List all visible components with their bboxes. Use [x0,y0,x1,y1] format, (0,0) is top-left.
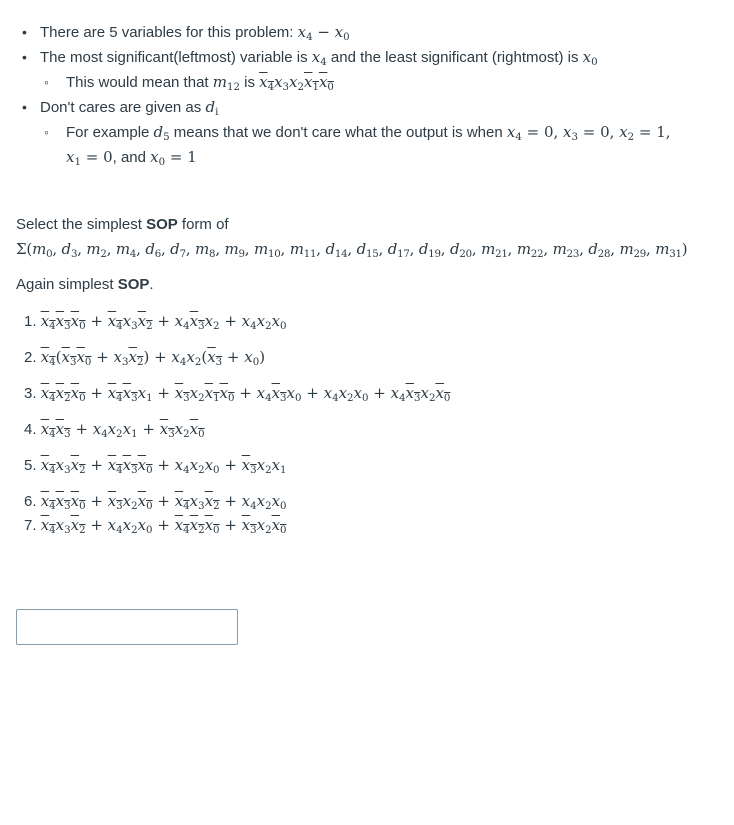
answer-input[interactable] [16,609,238,645]
option-1: 1. $x_4x_3x_0 + x_4x_3x_2 + x_4x_3x_2 + x_4x_2x_0$ [24,312,287,333]
term-d7: $d_7$ [170,240,186,261]
term-d6: $d_6$ [145,240,162,261]
math-range: $x_4 - x_0$ [297,23,350,44]
term-d15: $d_{15}$ [356,240,379,261]
term-d3: $d_3$ [61,240,78,261]
note-text: Don't cares are given as [40,99,206,116]
answer-options [16,309,726,537]
term-m9: $m_9$ [224,240,245,261]
note-dont-cares: • Don't cares are given as $d_i$ ◦ For example $d_5$ means that we don't care what the output is when $x_4 = 0$, $x_3 = 0$, $x_2 = 1$, $x_1 = 0$, and $x_0 = 1$ [20,95,720,170]
option-4: 4. $x_4x_3 + x_4x_2x_1 + x_3x_2x_0$ [24,420,205,441]
term-m2: $m_2$ [86,240,107,261]
option-3: 3. $x_4x_2x_0 + x_4x_3x_1 + x_3x_2x_1x_0 + x_4x_3x_0 + x_4x_2x_0 + x_4x_3x_2x_0$ [24,384,451,405]
note-text: and the least significant (rightmost) is [326,49,583,66]
term-m4: $m_4$ [115,240,137,261]
term-d20: $d_{20}$ [449,240,472,261]
minterm-sum: $\Sigma(m_0$, $d_3$, $m_2$, $m_4$, $d_6$, $d_7$, $m_8$, $m_9$, $m_{10}$, $m_{11}$, $d_{14}$, $d_{15}$, $d_{17}$, $d_{19}$, $d_{20}$, $m_{21}$, $m_{22}$, $m_{23}$, $d_{28}$, $m_{29}$, $m_{31}$) [16,240,688,261]
term-d28: $d_{28}$ [588,240,611,261]
term-m23: $m_{23}$ [552,240,580,261]
term-m0: $m_0$ [32,240,53,261]
term-m10: $m_{10}$ [253,240,281,261]
term-m22: $m_{22}$ [516,240,544,261]
problem-notes [20,20,720,170]
term-m21: $m_{21}$ [481,240,508,261]
note-significance: • The most significant(leftmost) variable is $x_4$ and the least significant (rightmost) is $x_0$ ◦ This would mean that $m_{12}$ is $x_4x_3x_2x_1x_0$ [20,45,720,95]
note-text: The most significant(leftmost) variable is [40,49,312,66]
term-m31: $m_{31}$ [655,240,682,261]
term-d19: $d_{19}$ [418,240,441,261]
term-m8: $m_8$ [195,240,216,261]
note-dontcare-example: ◦ For example $d_5$ means that we don't care what the output is when $x_4 = 0$, $x_3 = 0$, $x_2 = 1$, $x_1 = 0$, and $x_0 = 1$ [40,120,720,170]
option-6: 6. $x_4x_3x_0 + x_3x_2x_0 + x_4x_3x_2 + x_4x_2x_0$ [24,492,287,513]
term-m11: $m_{11}$ [289,240,317,261]
note-text: There are 5 variables for this problem: [40,24,298,41]
term-d14: $d_{14}$ [325,240,348,261]
option-7: 7. $x_4x_3x_2 + x_4x_2x_0 + x_4x_2x_0 + x_3x_2x_0$ [24,516,287,537]
term-m29: $m_{29}$ [619,240,647,261]
term-d17: $d_{17}$ [387,240,410,261]
note-minterm-example: ◦ This would mean that $m_{12}$ is $x_4x_3x_2x_1x_0$ [40,70,720,95]
note-text: This would mean that [66,74,213,91]
question-reminder: Again simplest SOP. [16,276,154,293]
note-variables [20,20,720,45]
note-text: is [239,74,260,91]
option-5: 5. $x_4x_3x_2 + x_4x_3x_0 + x_4x_2x_0 + x_3x_2x_1$ [24,456,287,477]
option-2: 2. $x_4(x_3x_0 + x_3x_2) + x_4x_2(x_3 + x_0)$ [24,348,266,369]
question-prompt: Select the simplest SOP form of [16,216,229,233]
question-block [16,213,726,549]
